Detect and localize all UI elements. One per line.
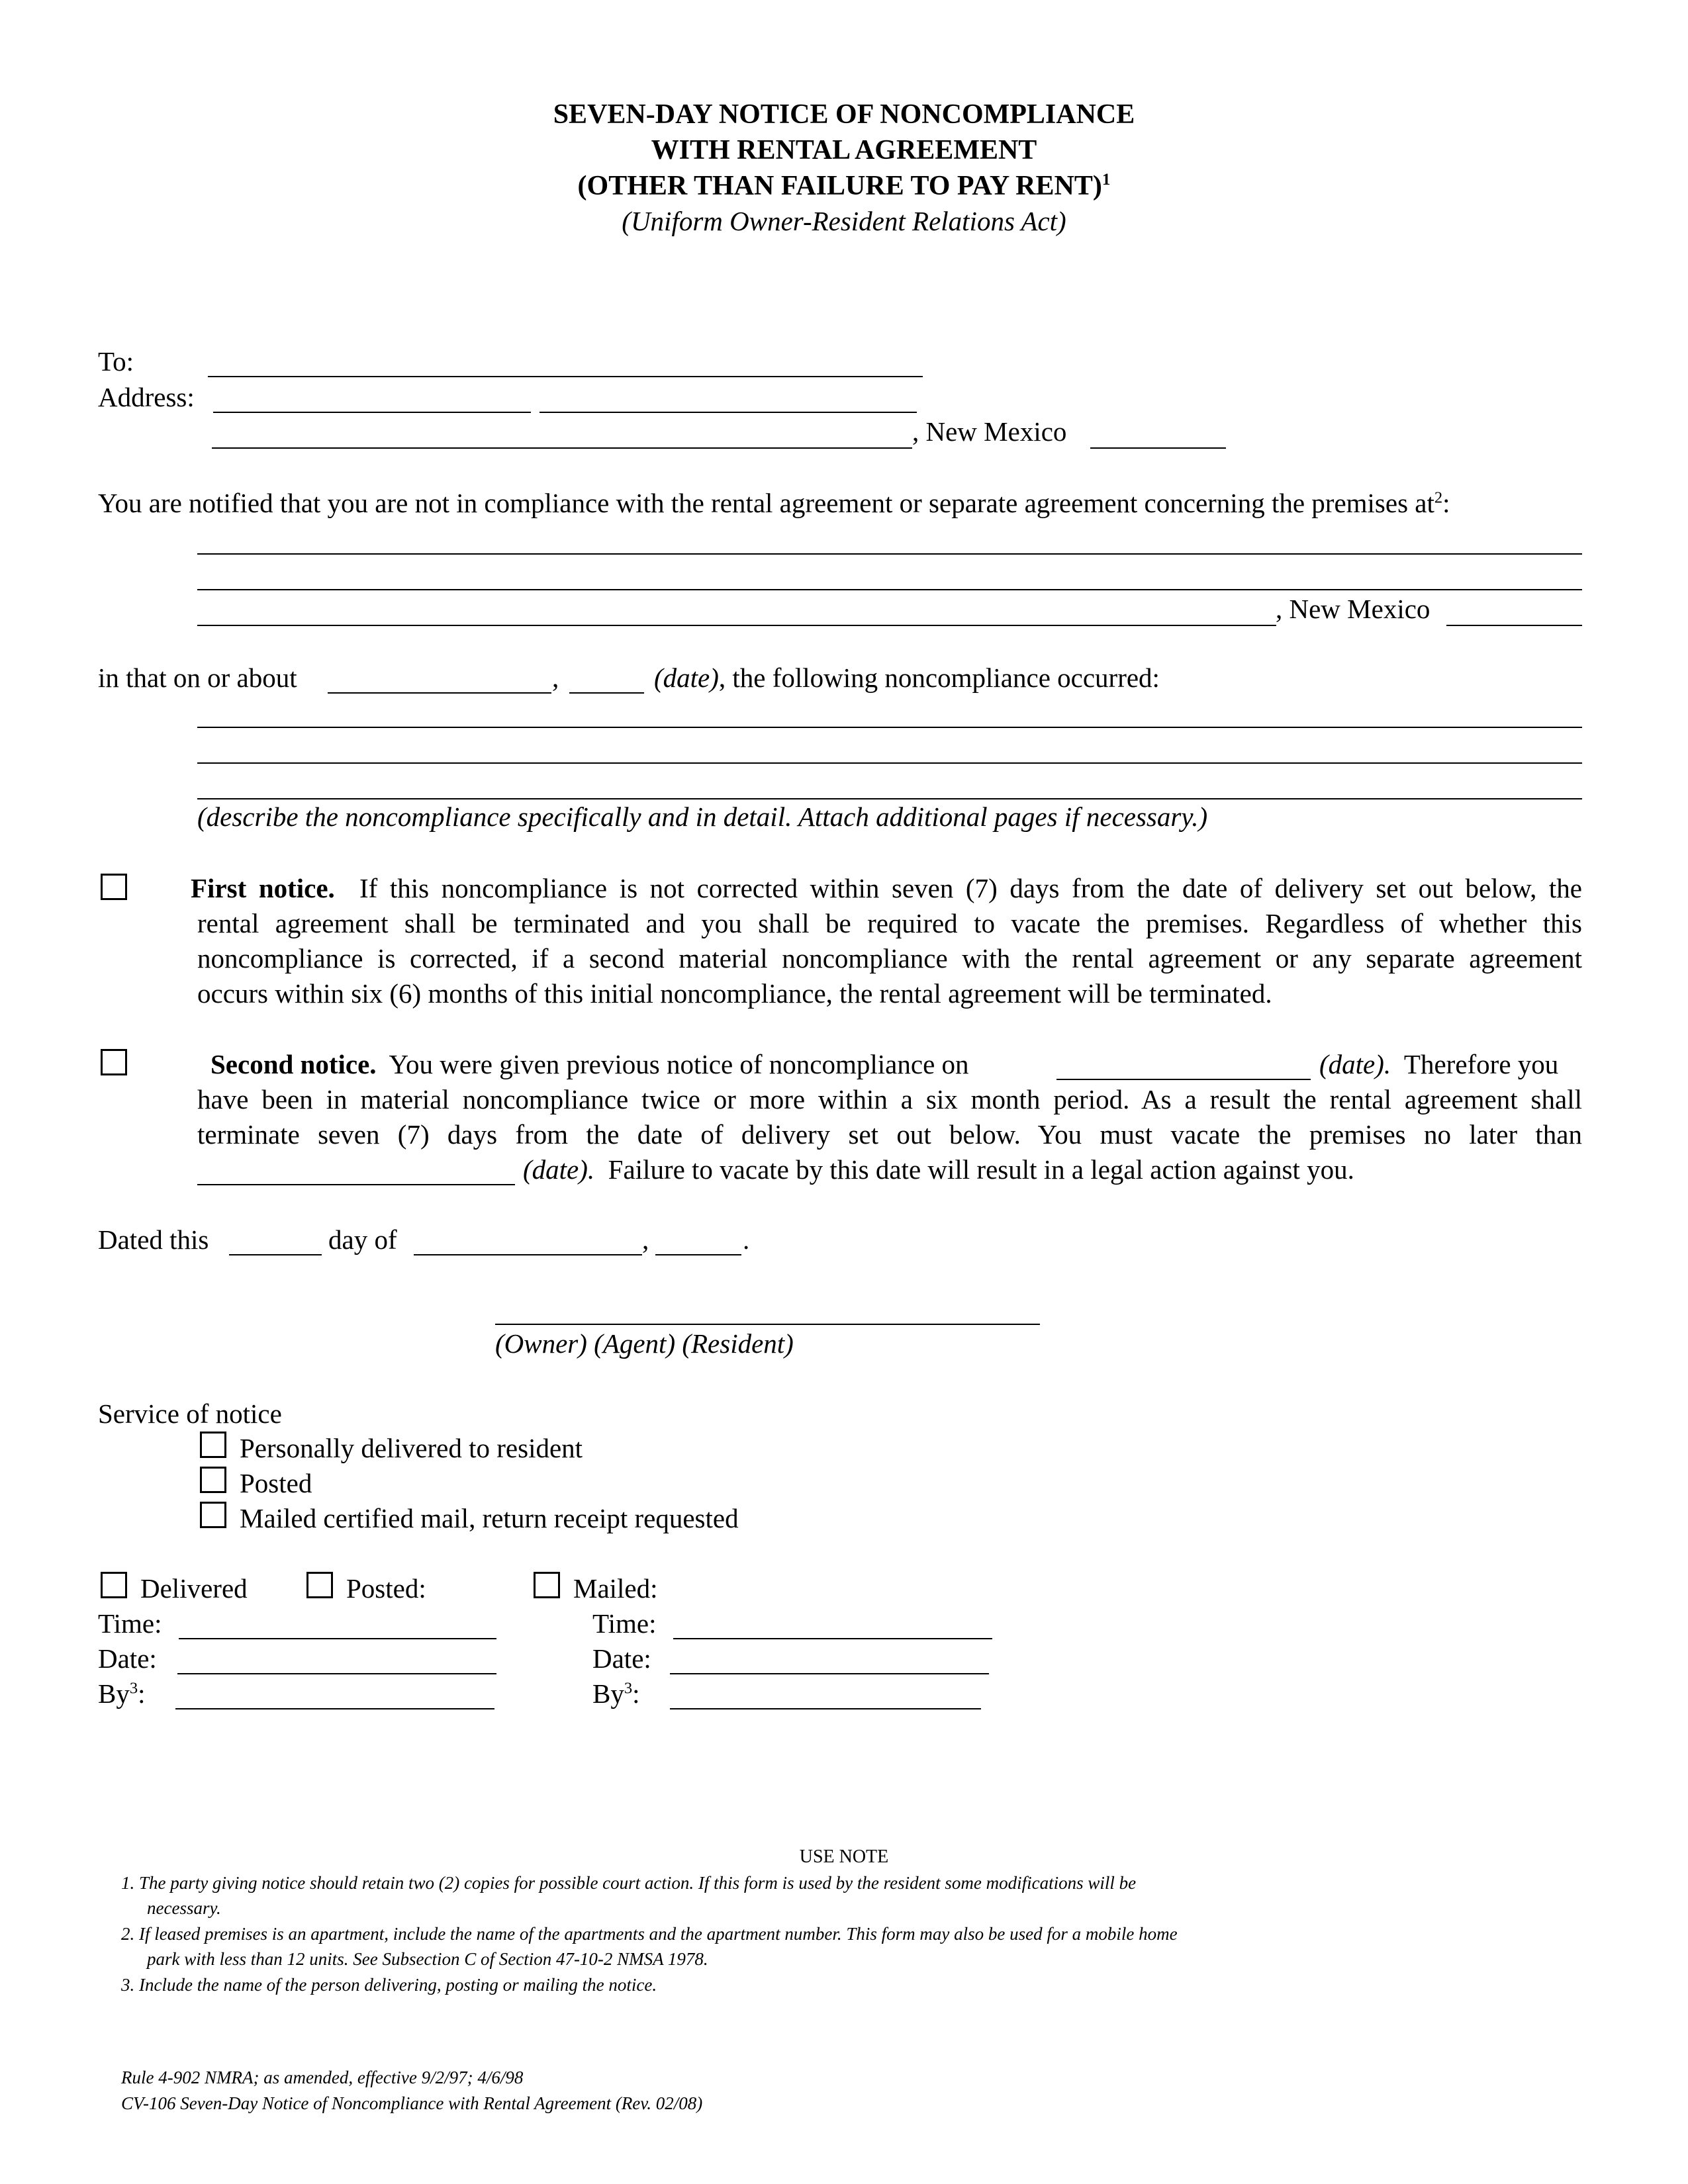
delivered-checkbox[interactable] (101, 1572, 127, 1598)
mailed-by-field[interactable] (670, 1708, 981, 1709)
service-posted-checkbox[interactable] (200, 1467, 226, 1493)
footnote-ref-1: 1 (1102, 170, 1111, 189)
address-zip-field[interactable] (1090, 447, 1226, 449)
mailed-checkbox[interactable] (534, 1572, 560, 1598)
service-heading: Service of notice (98, 1398, 282, 1429)
form-subtitle: (Uniform Owner-Resident Relations Act) (622, 206, 1066, 236)
footnote-ref-3b: 3 (624, 1679, 633, 1698)
footnote-ref-3: 3 (129, 1679, 138, 1698)
service-personal-label: Personally delivered to resident (240, 1433, 583, 1463)
posted-checkbox[interactable] (306, 1572, 333, 1598)
occurrence-date-field[interactable] (328, 692, 551, 694)
delivered-date-label: Date: (98, 1643, 157, 1674)
second-notice-heading: Second notice. (211, 1049, 377, 1079)
delivered-time-label: Time: (98, 1608, 162, 1639)
to-label: To: (98, 346, 134, 377)
second-notice-line-1-b: (date). Therefore you (1319, 1049, 1559, 1079)
occurrence-year-field[interactable] (569, 692, 644, 694)
premises-city-field[interactable] (197, 625, 1276, 626)
signature-label: (Owner) (Agent) (Resident) (495, 1328, 794, 1359)
previous-notice-date-field[interactable] (1056, 1079, 1311, 1080)
occurrence-comma: , (552, 662, 559, 693)
signature-field[interactable] (495, 1324, 1040, 1325)
second-notice-line-1-a: Second notice. You were given previous notice of noncompliance on (211, 1049, 969, 1079)
occurrence-date-text (654, 664, 1160, 692)
delivered-date-field[interactable] (177, 1673, 496, 1674)
second-notice-checkbox[interactable] (101, 1049, 127, 1075)
use-note-2-line-1: 2. If leased premises is an apartment, include the name of the apartments and the apartment number. This form may also be used for a mobile home (121, 1924, 1178, 1944)
address-label: Address: (98, 382, 195, 412)
service-mailed-checkbox[interactable] (200, 1502, 226, 1528)
address-city-field[interactable] (212, 447, 912, 449)
use-note-1-line-1: 1. The party giving notice should retain two (2) copies for possible court action. If this form is used by the resident some modifications will be (121, 1873, 1137, 1893)
notification-text: You are notified that you are not in compliance with the rental agreement or separate agreement concerning the premises $at^2$: (98, 488, 1450, 518)
premises-state-label: , New Mexico (1276, 594, 1430, 624)
posted-label: Posted: (346, 1573, 426, 1604)
footer-rule: Rule 4-902 NMRA; as amended, effective 9/2/97; 4/6/98 (121, 2068, 524, 2087)
first-notice-line-3: noncompliance is corrected, if a second material noncompliance with the rental agreement or any separate agreement (197, 943, 1582, 974)
delivered-by-label: By$^3$: (98, 1678, 146, 1709)
address-street-field[interactable] (213, 412, 531, 413)
noncompliance-line-3-field[interactable] (197, 798, 1582, 799)
noncompliance-line-2-field[interactable] (197, 762, 1582, 764)
dated-prefix: Dated this (98, 1224, 209, 1255)
mailed-time-label: Time: (592, 1608, 657, 1639)
delivered-label: Delivered (140, 1573, 248, 1604)
footer-form-id: CV-106 Seven-Day Notice of Noncompliance with Rental Agreement (Rev. 02/08) (121, 2093, 703, 2113)
dated-year-field[interactable] (655, 1254, 741, 1255)
dated-period: . (743, 1224, 750, 1255)
second-notice-line-4: (date). Failure to vacate by this date will result in a legal action against you. (523, 1154, 1354, 1185)
mailed-date-label: Date: (592, 1643, 651, 1674)
mailed-label: Mailed: (573, 1573, 658, 1604)
occurrence-suffix: , the following noncompliance occurred: (718, 662, 1160, 693)
first-notice-checkbox[interactable] (101, 874, 127, 900)
second-notice-line-3: terminate seven (7) days from the date of delivery set out below. You must vacate the premises no later than (197, 1119, 1582, 1150)
service-mailed-label: Mailed certified mail, return receipt requested (240, 1503, 739, 1533)
dated-comma: , (642, 1224, 649, 1255)
second-notice-line-2: have been in material noncompliance twice or more within a six month period. As a result the rental agreement shall (197, 1084, 1582, 1115)
use-note-2-line-2: park with less than 12 units. See Subsection C of Section 47-10-2 NMSA 1978. (147, 1949, 708, 1969)
use-note-1-line-2: necessary. (147, 1898, 221, 1918)
to-name-field[interactable] (208, 376, 923, 377)
dated-day-field[interactable] (229, 1254, 322, 1255)
service-personal-checkbox[interactable] (200, 1432, 226, 1458)
first-notice-heading: First notice. (191, 873, 335, 903)
mailed-time-field[interactable] (673, 1638, 992, 1639)
form-title-line-3: (OTHER THAN FAILURE TO PAY RENT)$^1$ (577, 170, 1111, 201)
mailed-by-label: By$^3$: (592, 1678, 640, 1709)
service-posted-label: Posted (240, 1468, 312, 1498)
form-title-line-2: WITH RENTAL AGREEMENT (651, 135, 1037, 165)
use-note-heading: USE NOTE (799, 1846, 889, 1867)
use-note-3: 3. Include the name of the person delivering, posting or mailing the notice. (121, 1975, 657, 1995)
mailed-date-field[interactable] (670, 1673, 989, 1674)
premises-line-1-field[interactable] (197, 553, 1582, 555)
first-notice-line-2: rental agreement shall be terminated and you shall be required to vacate the premises. Regardless of whether this (197, 908, 1582, 938)
dated-month-field[interactable] (414, 1254, 642, 1255)
noncompliance-line-1-field[interactable] (197, 727, 1582, 728)
form-title-line-1: SEVEN-DAY NOTICE OF NONCOMPLIANCE (553, 99, 1135, 130)
first-notice-line-4: occurs within six (6) months of this initial noncompliance, the rental agreement will be terminated. (197, 978, 1272, 1009)
footnote-ref-2: 2 (1434, 488, 1443, 507)
describe-note: (describe the noncompliance specifically and in detail. Attach additional pages if necessary.) (197, 801, 1208, 832)
address-state-label: , New Mexico (912, 416, 1067, 447)
occurrence-prefix: in that on or about (98, 662, 297, 693)
vacate-date-field[interactable] (197, 1184, 515, 1185)
premises-zip-field[interactable] (1446, 625, 1582, 626)
occurrence-date-label: (date) (654, 662, 719, 693)
delivered-by-field[interactable] (175, 1708, 494, 1709)
premises-line-2-field[interactable] (197, 589, 1582, 590)
first-notice-line-1: First notice. If this noncompliance is not corrected within seven (7) days from the date of delivery set out below, the (191, 873, 1583, 903)
dated-day-of: day of (328, 1224, 397, 1255)
delivered-time-field[interactable] (179, 1638, 496, 1639)
address-unit-field[interactable] (539, 412, 917, 413)
